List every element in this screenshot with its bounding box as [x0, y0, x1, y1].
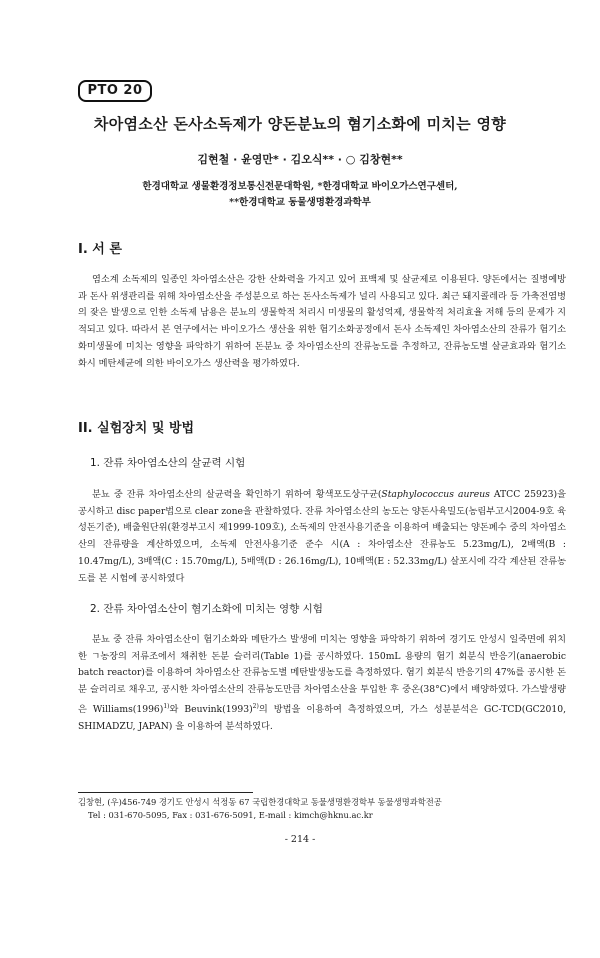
paragraph-text: ATCC 25923)을 공시하고 disc paper법으로 clear zone을 관찰하였다. 잔류 차아염소산의 농도는 양돈사육밀도(농림부고시2004-9호 육성돈기준), 배출원단위(환경부고시 제1999-109호), 소독제의 안전사용기준을 이용하여 배출되는 양돈폐수 중의 차아염소산의 잔류량을 계산하였으며, 소독제 안전사용기준 준수 시(A : 차아염소산 잔류농도 5.23mg/L), 2배액(B : 10.47mg/L), 3배액(C : 15.70mg/L), 5배액(D : 26.16mg/L), 10배액(E : 52.33mg/L) 살포시에 각각 계산된 잔류농도를 본 시험에 공시하였다 — [78, 489, 566, 584]
subsection-heading-bactericidal: 1. 잔류 차아염소산의 살균력 시험 — [90, 457, 246, 469]
bactericidal-paragraph — [78, 487, 566, 587]
page-number: - 214 - — [284, 834, 316, 845]
paragraph-text: 분뇨 중 잔류 차아염소산의 살균력을 확인하기 위하여 황색포도상구균( — [92, 489, 382, 500]
subsection-heading-anaerobic: 2. 잔류 차아염소산이 혐기소화에 미치는 영향 시험 — [90, 603, 323, 615]
section-heading-methods: II. 실험장치 및 방법 — [78, 421, 195, 436]
citation-superscript: 2) — [252, 702, 259, 710]
section-heading-introduction: I. 서 론 — [78, 242, 122, 257]
affiliation-line: **한경대학교 동물생명환경과학부 — [229, 197, 371, 208]
species-name: Staphylococcus aureus — [381, 489, 490, 500]
citation-superscript: 1) — [163, 702, 170, 710]
footnote-contact: Tel : 031-670-5095, Fax : 031-676-5091, E-mail : kimch@hknu.ac.kr — [88, 810, 373, 820]
introduction-paragraph: 염소계 소독제의 일종인 차아염소산은 강한 산화력을 가지고 있어 표백제 및 살균제로 이용된다. 양돈에서는 질병예방과 돈사 위생관리를 위해 차아염소산을 주성분으로 하는 돈사소독제가 널리 사용되고 있다. 최근 돼지콜레라 등 가축전염병의 잦은 발생으로 인한 소독제 남용은 분뇨의 생물학적 처리시 미생물의 활성억제, 생물학적 처리효율 저해 등의 문제가 지적되고 있다. 따라서 본 연구에서는 바이오가스 생산을 위한 혐기소화공정에서 돈사 소독제인 차아염소산의 잔류가 혐기소화미생물에 미치는 영향을 파악하기 위하여 돈분뇨 중 차아염소산의 잔류농도를 추정하고, 잔류농도별 살균효과와 혐기소화시 메탄세균에 의한 바이오가스 생산력을 평가하였다. — [78, 274, 566, 369]
author-list: 김현철 · 윤영만* · 김오식** · ○ 김창현** — [197, 153, 403, 166]
anaerobic-paragraph — [78, 632, 566, 735]
paper-title: 차아염소산 돈사소독제가 양돈분뇨의 혐기소화에 미치는 영향 — [93, 115, 507, 133]
session-badge: PTO 20 — [78, 80, 152, 102]
affiliation-line: 한경대학교 생물환경정보통신전문대학원, *한경대학교 바이오가스연구센터, — [142, 181, 458, 192]
paragraph-text: 의 방법을 이용하여 측정하였으며, 가스 성분분석은 GC-TCD(GC2010, SHIMADZU, JAPAN) 을 이용하여 분석하였다. — [78, 703, 566, 732]
paragraph-text: 분뇨 중 잔류 차아염소산이 혐기소화와 메탄가스 발생에 미치는 영향을 파악하기 위하여 경기도 안성시 일죽면에 위치한 ㄱ농장의 저류조에서 채취한 돈분 슬러리(Table 1)를 공시하였다. 150mL 용량의 혐기 회분식 반응기(anaerobic batch reactor)를 이용하여 차아염소산 잔류농도별 메탄발생농도를 측정하였다. 혐기 회분식 반응기의 47%를 공시한 돈분 슬러리로 채우고, 공시한 차아염소산의 잔류농도만큼 차아염소산을 투입한 후 중온(38°C)에서 배양하였다. 가스발생량은 Williams(1996) — [78, 634, 566, 715]
footnote-address: 김창현, (우)456-749 경기도 안성시 석정동 67 국립한경대학교 동물생명환경학부 동물생명과학전공 — [78, 797, 442, 807]
footnote-divider — [78, 792, 253, 793]
paragraph-text: 와 Beuvink(1993) — [169, 703, 253, 715]
